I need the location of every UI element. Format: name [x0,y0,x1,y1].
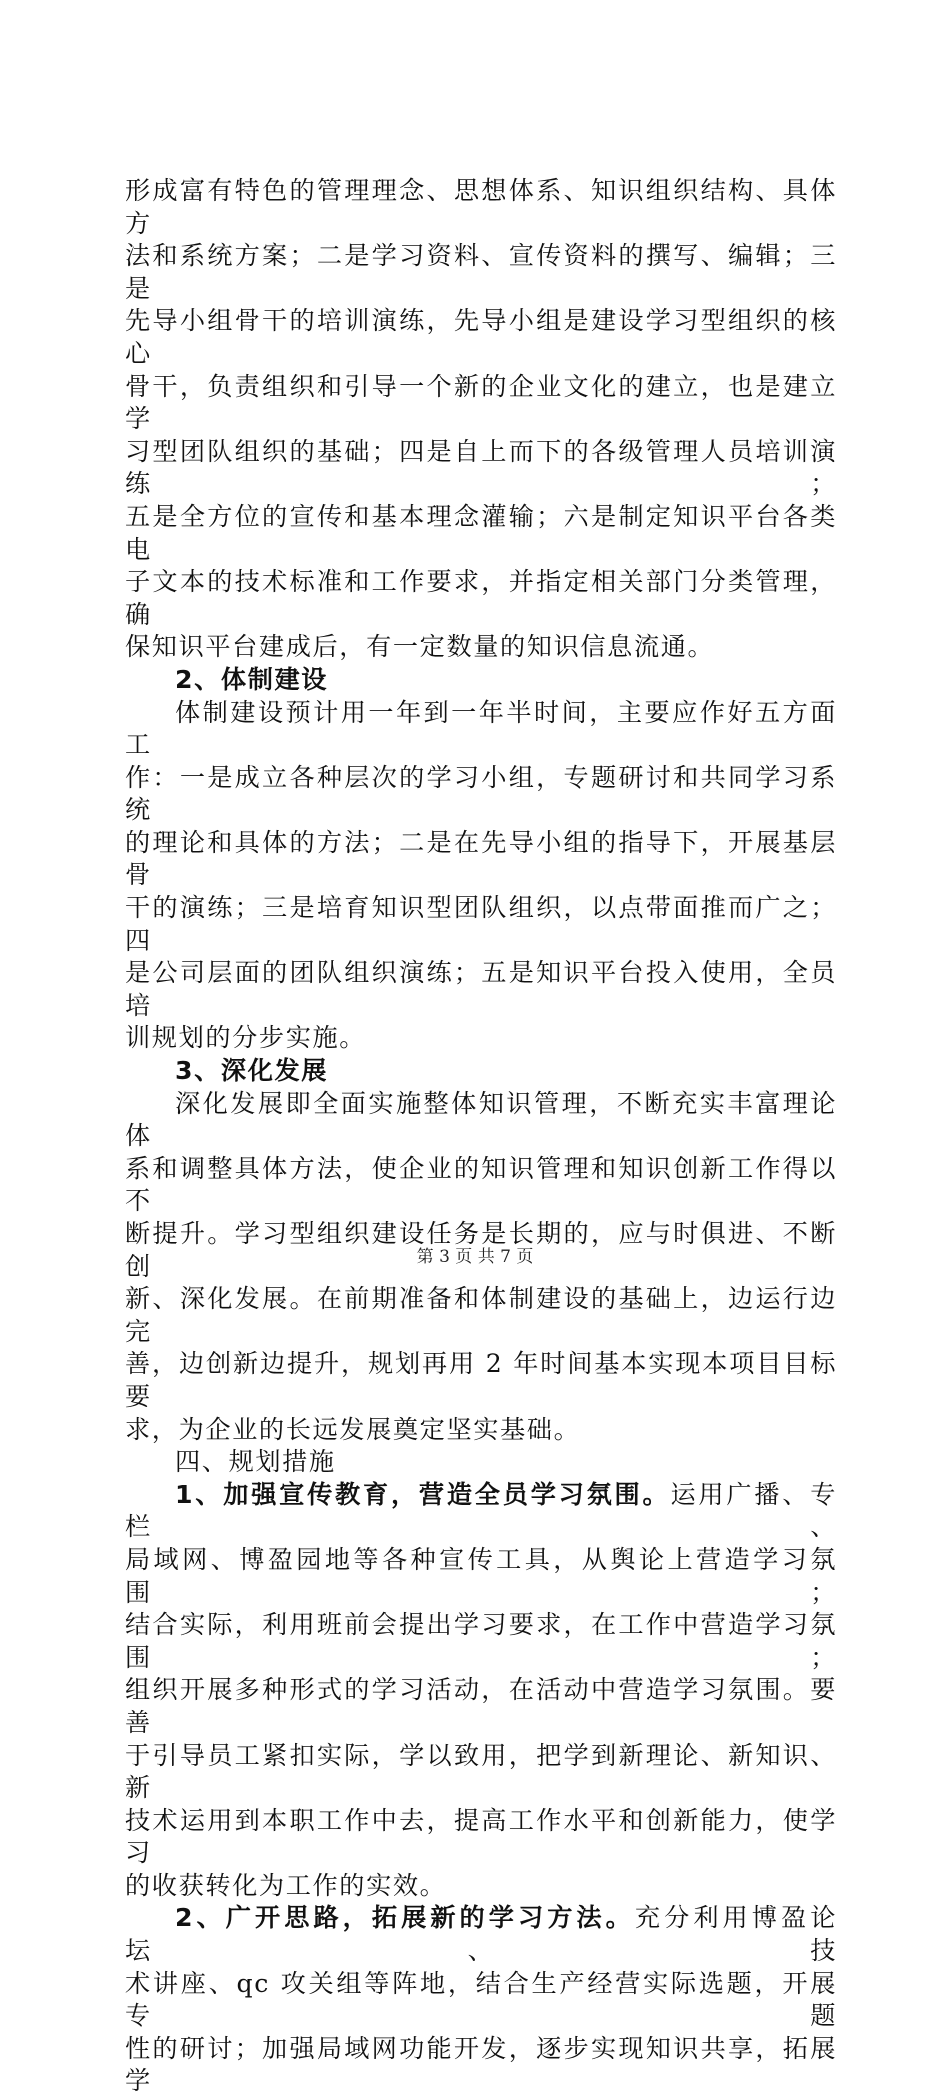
body-line: 系和调整具体方法，使企业的知识管理和知识创新工作得以不 [125,1153,837,1216]
body-line: 深化发展即全面实施整体知识管理，不断充实丰富理论体 [125,1088,837,1151]
body-line: 干的演练；三是培育知识型团队组织，以点带面推而广之；四 [125,893,837,955]
body-line: 局域网、博盈园地等各种宣传工具，从舆论上营造学习氛围； [125,1544,837,1607]
body-line: 子文本的技术标准和工作要求，并指定相关部门分类管理，确 [125,567,837,629]
body-line: 的收获转化为工作的实效。 [125,1870,447,1900]
body-line: 组织开展多种形式的学习活动，在活动中营造学习氛围。要善 [125,1675,837,1737]
body-line: 于引导员工紧扣实际，学以致用，把学到新理论、新知识、新 [125,1740,837,1803]
body-line: 习型团队组织的基础；四是自上而下的各级管理人员培训演练； [125,436,837,499]
body-line: 善，边创新边提升，规划再用 2 年时间基本实现本项目目标要 [125,1349,837,1411]
section-heading: 四、规划措施 [175,1447,336,1477]
body-text: 运用广播、专栏、 [125,1479,837,1542]
body-line [125,1479,837,1544]
body-line: 是公司层面的团队组织演练；五是知识平台投入使用，全员培 [125,958,837,1020]
body-line: 求，为企业的长远发展奠定坚实基础。 [125,1414,581,1444]
body-line: 新、深化发展。在前期准备和体制建设的基础上，边运行边完 [125,1284,837,1346]
body-line: 训规划的分步实施。 [125,1023,367,1053]
body-line: 作：一是成立各种层次的学习小组，专题研讨和共同学习系统 [125,762,837,825]
body-line: 骨干，负责组织和引导一个新的企业文化的建立，也是建立学 [125,371,837,434]
section-heading: 3、深化发展 [175,1056,329,1086]
page-footer: 第 3 页 共 7 页 [416,1247,534,1267]
measure-lead: 2、广开思路，拓展新的学习方法。 [175,1903,635,1933]
body-text: 充分利用博盈论坛、技 [125,1903,837,1966]
body-line: 体制建设预计用一年到一年半时间，主要应作好五方面工 [125,697,837,760]
body-line: 性的研讨；加强局域网功能开发，逐步实现知识共享，拓展学 [125,2033,837,2096]
body-line: 术讲座、qc 攻关组等阵地，结合生产经营实际选题，开展专题 [125,1968,837,2031]
body-line: 形成富有特色的管理理念、思想体系、知识组织结构、具体方 [125,176,837,238]
section-heading: 2、体制建设 [175,664,329,694]
body-line [125,1902,837,1967]
body-line: 的理论和具体的方法；二是在先导小组的指导下，开展基层骨 [125,827,837,890]
body-line: 断提升。学习型组织建设任务是长期的，应与时俱进、不断创 [125,1219,837,1281]
body-line: 技术运用到本职工作中去，提高工作水平和创新能力，使学习 [125,1805,837,1868]
body-line: 结合实际，利用班前会提出学习要求，在工作中营造学习氛围； [125,1610,837,1672]
body-line: 五是全方位的宣传和基本理念灌输；六是制定知识平台各类电 [125,501,837,564]
body-line: 先导小组骨干的培训演练，先导小组是建设学习型组织的核心 [125,306,837,368]
document-body [125,175,837,2098]
body-line: 保知识平台建成后，有一定数量的知识信息流通。 [125,632,715,662]
body-line: 法和系统方案；二是学习资料、宣传资料的撰写、编辑；三是 [125,241,837,303]
measure-lead: 1、加强宣传教育，营造全员学习氛围。 [175,1479,671,1509]
